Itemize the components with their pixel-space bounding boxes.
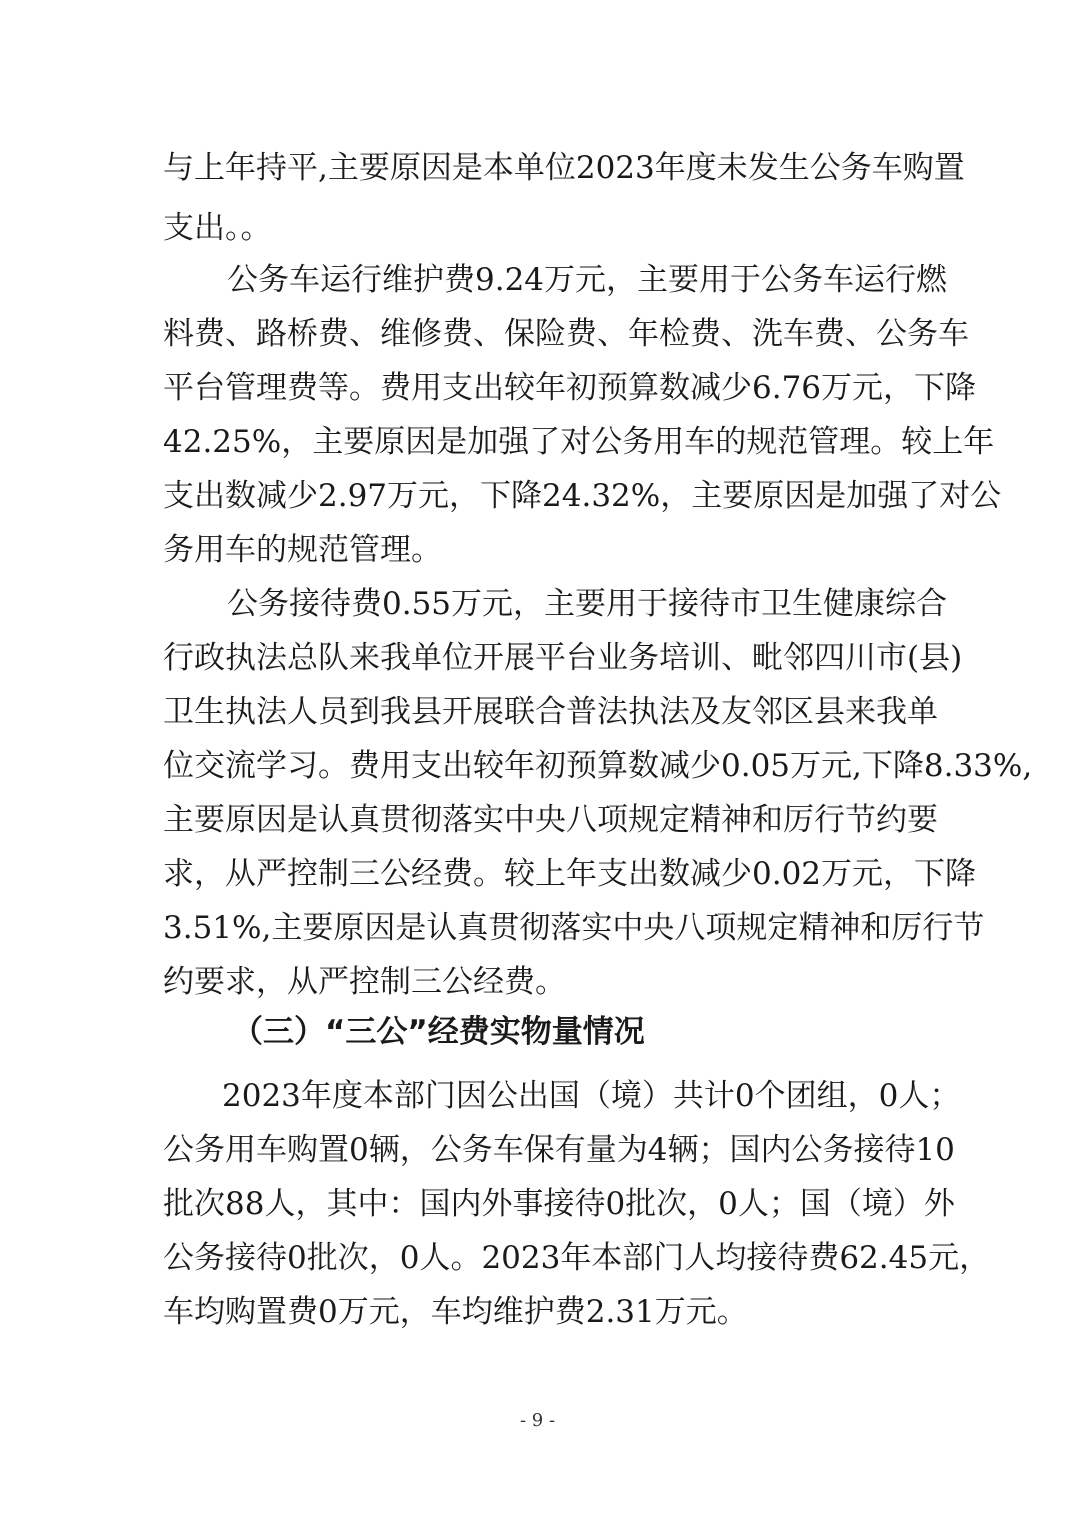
paragraph-line: 3.51%,主要原因是认真贯彻落实中央八项规定精神和厉行节	[163, 910, 985, 946]
paragraph-line: 平台管理费等。费用支出较年初预算数减少6.76万元，下降	[163, 370, 977, 406]
paragraph-line: 料费、路桥费、维修费、保险费、年检费、洗车费、公务车	[163, 316, 969, 352]
paragraph-line: 主要原因是认真贯彻落实中央八项规定精神和厉行节约要	[163, 802, 938, 838]
page-number: - 9 -	[519, 1410, 556, 1431]
paragraph-line: 42.25%，主要原因是加强了对公务用车的规范管理。较上年	[163, 424, 995, 460]
paragraph-line: 公务车运行维护费9.24万元，主要用于公务车运行燃	[227, 262, 948, 298]
paragraph-line: 支出数减少2.97万元，下降24.32%，主要原因是加强了对公	[163, 478, 1002, 514]
paragraph-line: 支出。。	[163, 210, 272, 246]
paragraph-line: 务用车的规范管理。	[163, 532, 442, 568]
paragraph-line: 约要求，从严控制三公经费。	[163, 964, 566, 1000]
section-heading: （三）“三公”经费实物量情况	[232, 1014, 645, 1050]
paragraph-line: 2023年度本部门因公出国（境）共计0个团组，0人；	[222, 1078, 961, 1114]
paragraph-line: 行政执法总队来我单位开展平台业务培训、毗邻四川市(县)	[163, 640, 963, 676]
paragraph-line: 与上年持平,主要原因是本单位2023年度未发生公务车购置	[163, 150, 965, 186]
paragraph-line: 公务接待0批次，0人。2023年本部门人均接待费62.45元，	[163, 1240, 991, 1276]
paragraph-line: 卫生执法人员到我县开展联合普法执法及友邻区县来我单	[163, 694, 938, 730]
paragraph-line: 公务接待费0.55万元，主要用于接待市卫生健康综合	[227, 586, 948, 622]
paragraph-line: 位交流学习。费用支出较年初预算数减少0.05万元,下降8.33%,	[163, 748, 1033, 784]
paragraph-line: 车均购置费0万元，车均维护费2.31万元。	[163, 1294, 748, 1330]
paragraph-line: 批次88人，其中：国内外事接待0批次，0人；国（境）外	[163, 1186, 955, 1222]
paragraph-line: 求，从严控制三公经费。较上年支出数减少0.02万元，下降	[163, 856, 977, 892]
paragraph-line: 公务用车购置0辆，公务车保有量为4辆；国内公务接待10	[163, 1132, 955, 1168]
